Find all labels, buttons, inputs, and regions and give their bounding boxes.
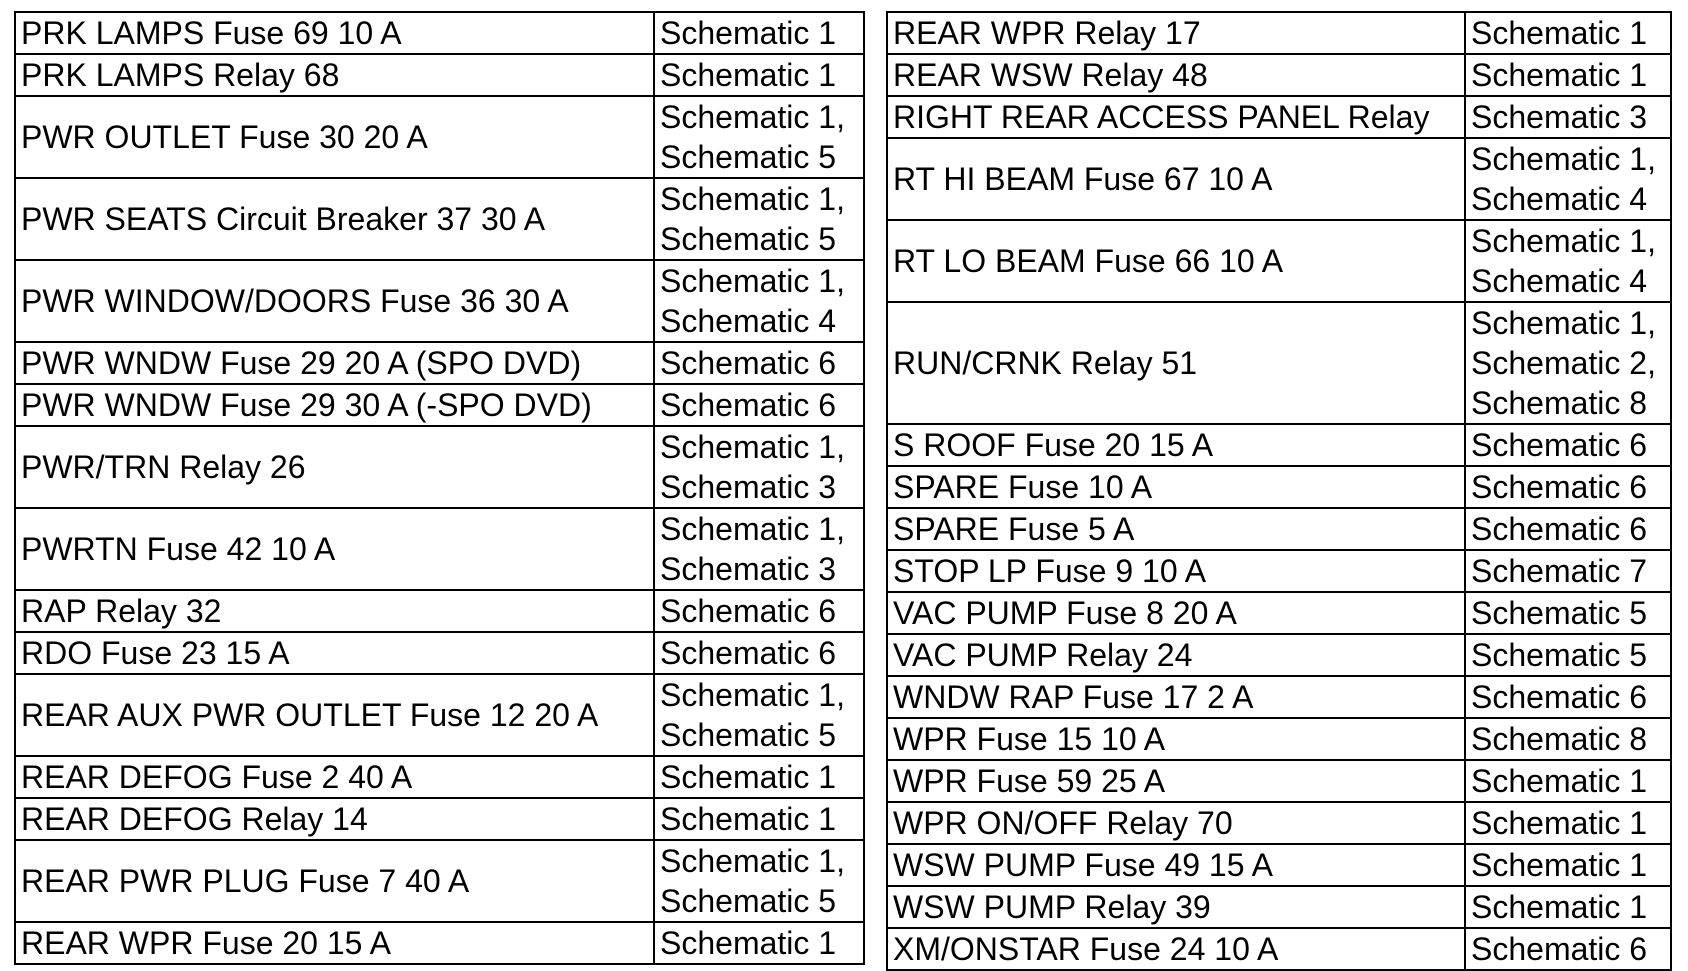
schematic-reference: Schematic 3	[660, 551, 837, 587]
schematic-reference: Schematic 6	[1471, 931, 1648, 967]
component-cell: REAR PWR PLUG Fuse 7 40 A	[15, 840, 654, 922]
table-row	[887, 96, 1671, 138]
schematic-reference: Schematic 2,	[1471, 345, 1656, 381]
schematic-reference: Schematic 1,	[1471, 141, 1656, 177]
schematic-cell	[1465, 802, 1671, 844]
table-row	[887, 138, 1671, 220]
table-row	[15, 922, 864, 964]
schematic-cell	[1465, 138, 1671, 220]
table-row	[887, 844, 1671, 886]
component-cell: REAR WPR Fuse 20 15 A	[15, 922, 654, 964]
schematic-cell	[1465, 718, 1671, 760]
schematic-reference: Schematic 6	[1471, 511, 1648, 547]
schematic-reference: Schematic 5	[660, 221, 837, 257]
table-row	[887, 220, 1671, 302]
schematic-cell	[654, 756, 864, 798]
schematic-reference: Schematic 4	[1471, 263, 1648, 299]
table-row	[887, 466, 1671, 508]
component-cell: VAC PUMP Fuse 8 20 A	[887, 592, 1465, 634]
table-row	[887, 54, 1671, 96]
left-table-body	[15, 12, 864, 964]
schematic-cell	[1465, 96, 1671, 138]
schematic-reference: Schematic 4	[660, 303, 837, 339]
table-row	[15, 54, 864, 96]
table-row	[15, 590, 864, 632]
component-cell: WPR ON/OFF Relay 70	[887, 802, 1465, 844]
table-row	[15, 178, 864, 260]
schematic-cell	[1465, 634, 1671, 676]
table-row	[887, 424, 1671, 466]
schematic-cell	[654, 426, 864, 508]
schematic-cell	[1465, 844, 1671, 886]
schematic-reference: Schematic 1	[660, 15, 837, 51]
schematic-reference: Schematic 1,	[1471, 305, 1656, 341]
schematic-reference: Schematic 5	[1471, 637, 1648, 673]
table-row	[887, 802, 1671, 844]
table-row	[887, 508, 1671, 550]
schematic-reference: Schematic 4	[1471, 181, 1648, 217]
schematic-cell	[654, 384, 864, 426]
component-cell: PWR OUTLET Fuse 30 20 A	[15, 96, 654, 178]
component-cell: SPARE Fuse 5 A	[887, 508, 1465, 550]
table-row	[887, 928, 1671, 970]
schematic-cell	[654, 840, 864, 922]
schematic-reference: Schematic 1	[1471, 57, 1648, 93]
table-row	[887, 550, 1671, 592]
schematic-reference: Schematic 1	[1471, 847, 1648, 883]
schematic-cell	[654, 922, 864, 964]
schematic-reference: Schematic 1	[1471, 763, 1648, 799]
schematic-cell	[654, 590, 864, 632]
schematic-cell	[1465, 928, 1671, 970]
schematic-cell	[654, 12, 864, 54]
component-cell: WPR Fuse 15 10 A	[887, 718, 1465, 760]
component-cell: PWR WINDOW/DOORS Fuse 36 30 A	[15, 260, 654, 342]
table-row	[15, 674, 864, 756]
table-row	[887, 718, 1671, 760]
table-row	[887, 760, 1671, 802]
component-cell: VAC PUMP Relay 24	[887, 634, 1465, 676]
schematic-reference: Schematic 1	[660, 57, 837, 93]
schematic-reference: Schematic 1,	[660, 843, 845, 879]
schematic-reference: Schematic 1	[660, 925, 837, 961]
table-row	[15, 632, 864, 674]
table-row	[887, 592, 1671, 634]
component-cell: RDO Fuse 23 15 A	[15, 632, 654, 674]
table-row	[887, 302, 1671, 424]
schematic-reference: Schematic 1,	[660, 511, 845, 547]
schematic-cell	[1465, 886, 1671, 928]
component-cell: PWRTN Fuse 42 10 A	[15, 508, 654, 590]
schematic-cell	[654, 178, 864, 260]
table-row	[887, 886, 1671, 928]
component-cell: RT HI BEAM Fuse 67 10 A	[887, 138, 1465, 220]
schematic-cell	[654, 96, 864, 178]
schematic-reference: Schematic 1	[660, 801, 837, 837]
table-row	[887, 12, 1671, 54]
table-row	[15, 840, 864, 922]
component-cell: RIGHT REAR ACCESS PANEL Relay	[887, 96, 1465, 138]
schematic-cell	[654, 54, 864, 96]
schematic-reference: Schematic 6	[660, 387, 837, 423]
table-row	[15, 426, 864, 508]
schematic-cell	[1465, 12, 1671, 54]
table-row	[15, 260, 864, 342]
right-index-table	[886, 11, 1672, 971]
schematic-reference: Schematic 6	[660, 345, 837, 381]
schematic-reference: Schematic 1	[660, 759, 837, 795]
table-row	[15, 12, 864, 54]
component-cell: REAR DEFOG Fuse 2 40 A	[15, 756, 654, 798]
component-cell: WSW PUMP Relay 39	[887, 886, 1465, 928]
table-row	[15, 798, 864, 840]
component-cell: SPARE Fuse 10 A	[887, 466, 1465, 508]
table-row	[15, 508, 864, 590]
schematic-reference: Schematic 6	[660, 635, 837, 671]
schematic-reference: Schematic 1,	[660, 677, 845, 713]
schematic-cell	[1465, 508, 1671, 550]
schematic-cell	[654, 798, 864, 840]
schematic-cell	[1465, 466, 1671, 508]
table-row	[15, 96, 864, 178]
schematic-reference: Schematic 3	[660, 469, 837, 505]
schematic-reference: Schematic 1,	[660, 263, 845, 299]
schematic-reference: Schematic 7	[1471, 553, 1648, 589]
component-cell: REAR WSW Relay 48	[887, 54, 1465, 96]
component-cell: REAR DEFOG Relay 14	[15, 798, 654, 840]
table-row	[15, 756, 864, 798]
schematic-cell	[1465, 220, 1671, 302]
component-cell: XM/ONSTAR Fuse 24 10 A	[887, 928, 1465, 970]
component-cell: PWR/TRN Relay 26	[15, 426, 654, 508]
schematic-reference: Schematic 8	[1471, 385, 1648, 421]
schematic-cell	[1465, 302, 1671, 424]
schematic-cell	[1465, 760, 1671, 802]
schematic-reference: Schematic 6	[660, 593, 837, 629]
schematic-reference: Schematic 1	[1471, 15, 1648, 51]
schematic-cell	[1465, 592, 1671, 634]
component-cell: WNDW RAP Fuse 17 2 A	[887, 676, 1465, 718]
schematic-cell	[654, 260, 864, 342]
table-row	[15, 384, 864, 426]
component-cell: REAR AUX PWR OUTLET Fuse 12 20 A	[15, 674, 654, 756]
schematic-reference: Schematic 6	[1471, 469, 1648, 505]
schematic-reference: Schematic 1,	[660, 181, 845, 217]
schematic-reference: Schematic 5	[1471, 595, 1648, 631]
component-cell: WSW PUMP Fuse 49 15 A	[887, 844, 1465, 886]
component-cell: RT LO BEAM Fuse 66 10 A	[887, 220, 1465, 302]
schematic-reference: Schematic 1	[1471, 805, 1648, 841]
schematic-cell	[1465, 550, 1671, 592]
right-table-body	[887, 12, 1671, 970]
component-cell: STOP LP Fuse 9 10 A	[887, 550, 1465, 592]
table-row	[887, 676, 1671, 718]
component-cell: PWR SEATS Circuit Breaker 37 30 A	[15, 178, 654, 260]
left-index-table	[14, 11, 865, 965]
table-row	[15, 342, 864, 384]
schematic-cell	[1465, 54, 1671, 96]
table-row	[887, 634, 1671, 676]
schematic-reference: Schematic 1,	[660, 429, 845, 465]
schematic-reference: Schematic 1	[1471, 889, 1648, 925]
component-cell: S ROOF Fuse 20 15 A	[887, 424, 1465, 466]
component-cell: PWR WNDW Fuse 29 20 A (SPO DVD)	[15, 342, 654, 384]
schematic-cell	[1465, 424, 1671, 466]
schematic-cell	[654, 674, 864, 756]
schematic-reference: Schematic 1,	[1471, 223, 1656, 259]
component-cell: PRK LAMPS Relay 68	[15, 54, 654, 96]
schematic-reference: Schematic 8	[1471, 721, 1648, 757]
schematic-reference: Schematic 5	[660, 717, 837, 753]
component-cell: RAP Relay 32	[15, 590, 654, 632]
index-page	[14, 11, 1674, 967]
component-cell: PWR WNDW Fuse 29 30 A (-SPO DVD)	[15, 384, 654, 426]
schematic-cell	[654, 508, 864, 590]
schematic-reference: Schematic 5	[660, 139, 837, 175]
schematic-cell	[1465, 676, 1671, 718]
schematic-cell	[654, 632, 864, 674]
schematic-cell	[654, 342, 864, 384]
component-cell: PRK LAMPS Fuse 69 10 A	[15, 12, 654, 54]
schematic-reference: Schematic 5	[660, 883, 837, 919]
component-cell: REAR WPR Relay 17	[887, 12, 1465, 54]
schematic-reference: Schematic 6	[1471, 679, 1648, 715]
schematic-reference: Schematic 1,	[660, 99, 845, 135]
schematic-reference: Schematic 6	[1471, 427, 1648, 463]
component-cell: RUN/CRNK Relay 51	[887, 302, 1465, 424]
schematic-reference: Schematic 3	[1471, 99, 1648, 135]
component-cell: WPR Fuse 59 25 A	[887, 760, 1465, 802]
